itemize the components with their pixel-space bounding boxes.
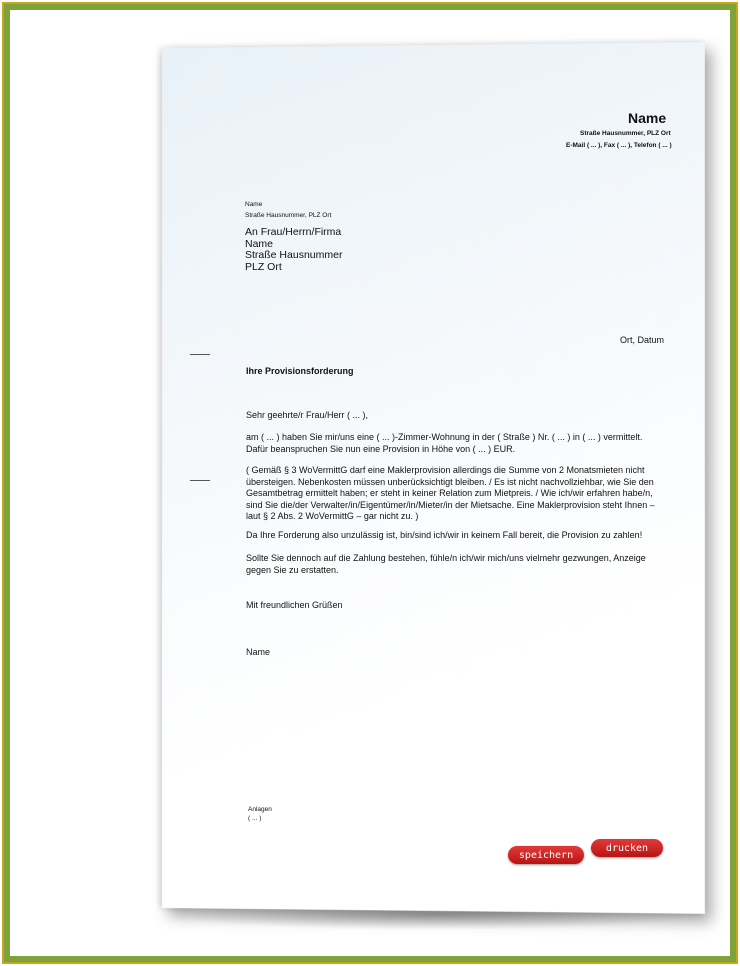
return-address-line: Straße Hausnummer, PLZ Ort [245,212,332,219]
annex-label: Anlagen [248,806,272,813]
sender-contact: E-Mail ( ... ), Fax ( ... ), Telefon ( ... ) [566,142,672,149]
sender-address: Straße Hausnummer, PLZ Ort [580,130,671,137]
paragraph-2: ( Gemäß § 3 WoVermittG darf eine Maklerprovision allerdings die Summe von 2 Monatsmieten nicht übersteigen. Nebenkosten müssen unberücksichtigt bleiben. / Es ist nicht nachvollziehbar, wie Sie den Gesamtbetrag ermittelt haben; er steht in keiner Relation zum Mietpreis. / Wie ich/wir erfahren habe/n, sind Sie die/der Verwalter/in/Eigentümer/in/Mieter/in der Mietsache. Eine Maklerprovision steht Ihnen – laut § 2 Abs. 2 WoVermittG – gar nicht zu. ) [246,465,655,522]
annex-value: ( ... ) [248,815,262,822]
paragraph-1: am ( ... ) haben Sie mir/uns eine ( ... )-Zimmer-Wohnung in der ( Straße ) Nr. ( ... ) in ( ... ) vermittelt. Dafür beanspruchen Sie nun eine Provision in Höhe von ( ... ) EUR. [246,432,643,454]
salutation: Sehr geehrte/r Frau/Herr ( ... ), [246,410,369,420]
fold-mark-top [190,354,210,355]
place-date: Ort, Datum [620,335,665,345]
recipient-line-3: Straße Hausnummer [245,249,343,261]
paragraph-4: Sollte Sie dennoch auf die Zahlung bestehen, fühle/n ich/wir mich/uns vielmehr gezwungen, Anzeige gegen Sie zu erstatten. [246,553,646,575]
signature-name: Name [246,647,271,657]
recipient-line-1: An Frau/Herrn/Firma [245,226,342,238]
recipient-block [245,227,342,273]
letter-subject: Ihre Provisionsforderung [246,366,354,376]
print-button[interactable]: drucken [591,839,663,857]
recipient-line-4: PLZ Ort [245,260,282,273]
sender-name: Name [628,110,667,126]
recipient-line-2: Name [245,237,274,250]
fold-mark-middle [190,480,210,481]
save-button[interactable]: speichern [508,846,584,864]
closing: Mit freundlichen Grüßen [246,600,343,610]
return-address-name: Name [245,201,263,208]
paragraph-3: Da Ihre Forderung also unzulässig ist, bin/sind ich/wir in keinem Fall bereit, die Provision zu zahlen! [246,530,643,540]
